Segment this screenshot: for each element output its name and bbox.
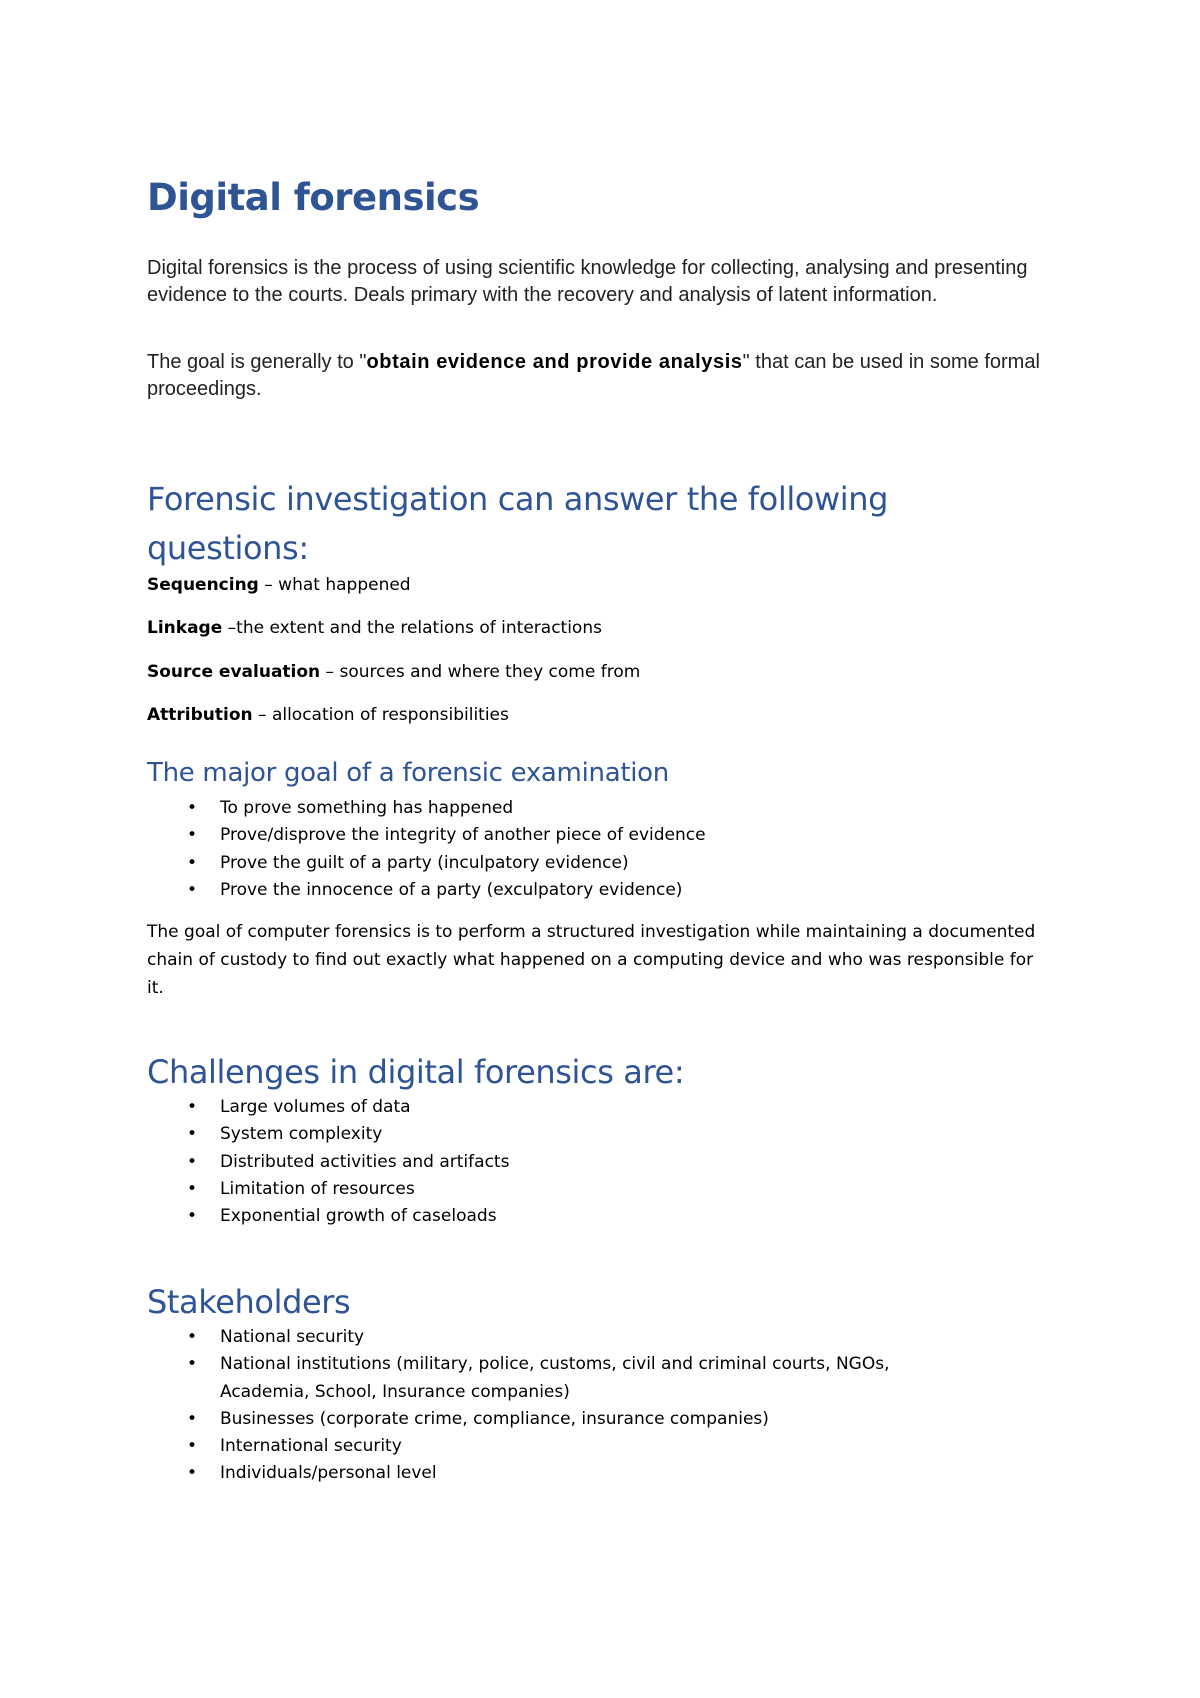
goal-text-after: " that can be used in some formal proceedings. [147, 351, 1040, 400]
question-term: Source evaluation [147, 662, 321, 682]
list-item-text: To prove something has happened [220, 798, 514, 818]
question-term: Linkage [147, 618, 223, 638]
question-desc: – sources and where they come from [320, 662, 641, 682]
bullet-icon: • [187, 1463, 198, 1484]
list-item [147, 850, 980, 877]
list-item [147, 877, 980, 904]
bullet-icon: • [187, 1097, 198, 1117]
bullet-icon: • [187, 1408, 198, 1429]
list-item [147, 1149, 980, 1176]
list-item [147, 1176, 980, 1203]
goal-bold-text: obtain evidence and provide analysis [366, 351, 743, 373]
list-item-text: Prove the guilt of a party (inculpatory evidence) [220, 852, 629, 873]
list-item [147, 1094, 980, 1121]
list-item-text: International security [220, 1436, 402, 1457]
stakeholders-list [147, 1324, 980, 1488]
computer-forensics-paragraph: The goal of computer forensics is to perform a structured investigation while maintaining a documented chain of custody to find out exactly what happened on a computing device and who was responsible for it. [147, 922, 1036, 998]
list-item-text: Individuals/personal level [220, 1463, 437, 1484]
goal-paragraph [147, 349, 1067, 402]
bullet-icon: • [187, 825, 198, 846]
list-item [147, 1121, 980, 1148]
list-item-text: National security [220, 1327, 365, 1347]
challenges-heading: Challenges in digital forensics are: [147, 1053, 685, 1091]
question-item-source-evaluation [147, 662, 640, 682]
challenges-list [147, 1094, 980, 1230]
list-item-text: National institutions (military, police, customs, civil and criminal courts, NGOs, Academia, School, Insurance companies) [220, 1354, 890, 1402]
question-term: Attribution [147, 705, 253, 725]
major-goal-list [147, 795, 980, 904]
list-item-text: Exponential growth of caseloads [220, 1206, 497, 1227]
list-item [147, 1460, 980, 1487]
document-title: Digital forensics [147, 176, 480, 219]
bullet-icon: • [187, 1178, 198, 1199]
question-item-attribution [147, 705, 509, 725]
list-item [147, 1203, 980, 1230]
list-item-text: Large volumes of data [220, 1097, 411, 1117]
bullet-icon: • [187, 1124, 198, 1145]
bullet-icon: • [187, 1354, 198, 1375]
question-desc: –the extent and the relations of interactions [222, 618, 602, 638]
list-item-text: System complexity [220, 1124, 383, 1145]
list-item [147, 1351, 980, 1406]
list-item-text: Prove the innocence of a party (exculpatory evidence) [220, 879, 683, 900]
question-desc: – what happened [258, 575, 411, 595]
list-item-text: Prove/disprove the integrity of another piece of evidence [220, 825, 706, 846]
bullet-icon: • [187, 852, 198, 873]
bullet-icon: • [187, 879, 198, 900]
question-item-sequencing [147, 575, 411, 595]
list-item [147, 795, 980, 822]
major-goal-heading: The major goal of a forensic examination [147, 758, 669, 788]
question-term: Sequencing [147, 575, 259, 595]
questions-heading: Forensic investigation can answer the following questions: [147, 480, 889, 567]
list-item [147, 1324, 980, 1351]
bullet-icon: • [187, 1151, 198, 1172]
list-item [147, 1433, 980, 1460]
stakeholders-heading: Stakeholders [147, 1283, 351, 1321]
list-item-text: Limitation of resources [220, 1178, 415, 1199]
list-item [147, 822, 980, 849]
question-item-linkage [147, 618, 602, 638]
bullet-icon: • [187, 798, 198, 818]
list-item [147, 1406, 980, 1433]
list-item-text: Businesses (corporate crime, compliance, insurance companies) [220, 1408, 769, 1429]
question-desc: – allocation of responsibilities [252, 705, 509, 725]
goal-text-before: The goal is generally to " [147, 351, 367, 373]
intro-paragraph: Digital forensics is the process of using scientific knowledge for collecting, analysing and presenting evidence to the courts. Deals primary with the recovery and analysis of latent information. [147, 257, 1028, 306]
bullet-icon: • [187, 1206, 198, 1227]
bullet-icon: • [187, 1436, 198, 1457]
bullet-icon: • [187, 1327, 198, 1347]
list-item-text: Distributed activities and artifacts [220, 1151, 510, 1172]
